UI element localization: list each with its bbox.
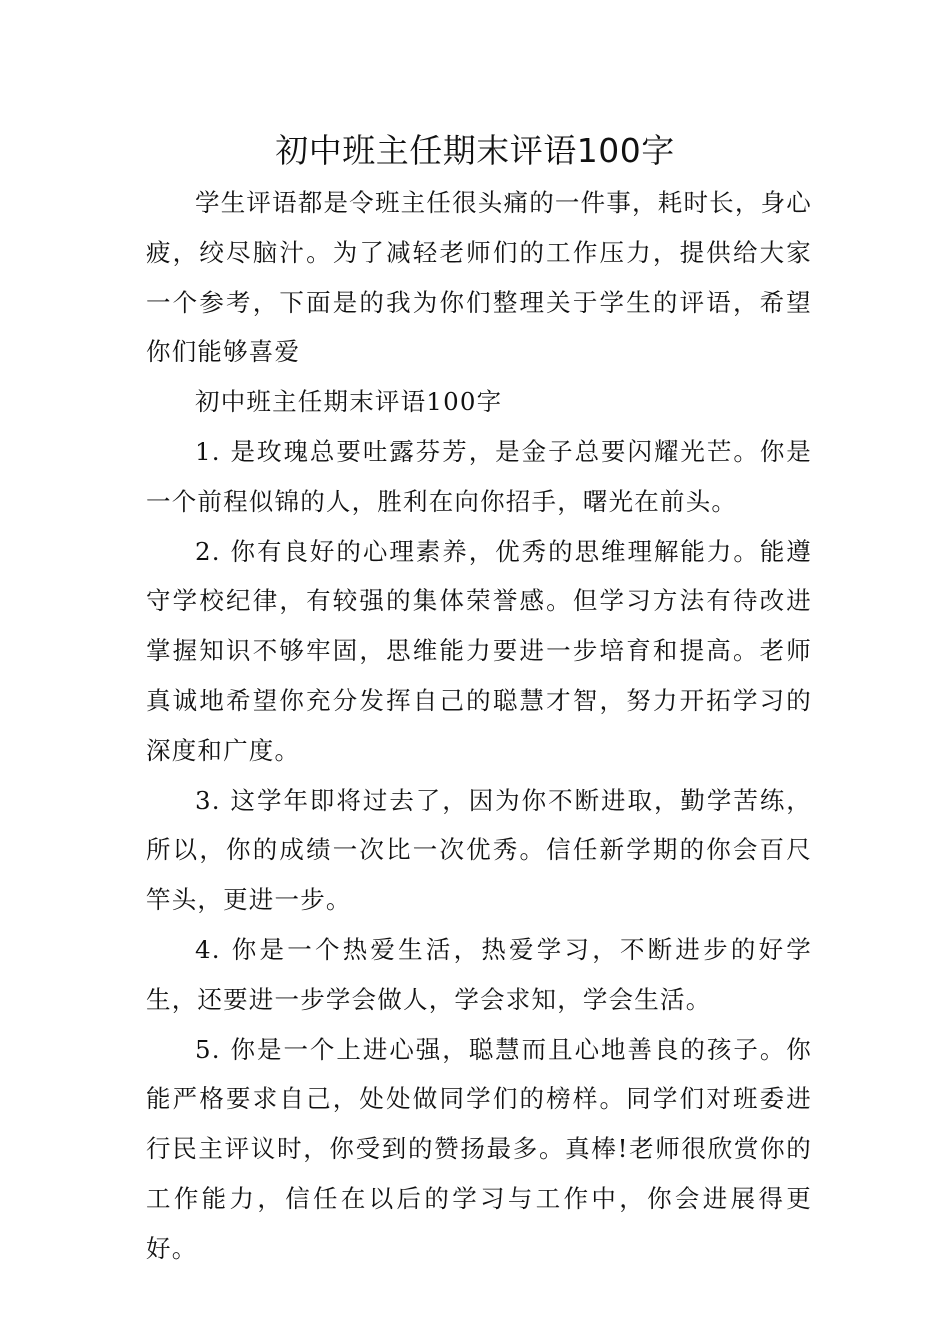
intro-paragraph: 学生评语都是令班主任很头痛的一件事，耗时长，身心疲，绞尽脑汁。为了减轻老师们的工作压力，提供给大家一个参考，下面是的我为你们整理关于学生的评语，希望你们能够喜爱 (146, 188, 812, 367)
comment-item-1: 1. 是玫瑰总要吐露芬芳，是金子总要闪耀光芒。你是一个前程似锦的人，胜利在向你招手，曙光在前头。 (146, 436, 812, 516)
comment-item-4: 4. 你是一个热爱生活，热爱学习，不断进步的好学生，还要进一步学会做人，学会求知，学会生活。 (146, 934, 812, 1014)
comment-item-5: 5. 你是一个上进心强，聪慧而且心地善良的孩子。你能严格要求自己，处处做同学们的榜样。同学们对班委进行民主评议时，你受到的赞扬最多。真棒!老师很欣赏你的工作能力，信任在以后的学习与工作中，你会进展得更好。 (146, 1034, 812, 1263)
comment-item-3: 3. 这学年即将过去了，因为你不断进取，勤学苦练，所以，你的成绩一次比一次优秀。信任新学期的你会百尺竿头，更进一步。 (146, 785, 812, 915)
document-body (146, 178, 812, 1274)
section-heading: 初中班主任期末评语100字 (195, 387, 503, 417)
document-title: 初中班主任期末评语100字 (275, 131, 675, 170)
comment-item-2: 2. 你有良好的心理素养，优秀的思维理解能力。能遵守学校纪律，有较强的集体荣誉感。但学习方法有待改进掌握知识不够牢固，思维能力要进一步培育和提高。老师真诚地希望你充分发挥自己的聪慧才智，努力开拓学习的深度和广度。 (146, 536, 812, 765)
